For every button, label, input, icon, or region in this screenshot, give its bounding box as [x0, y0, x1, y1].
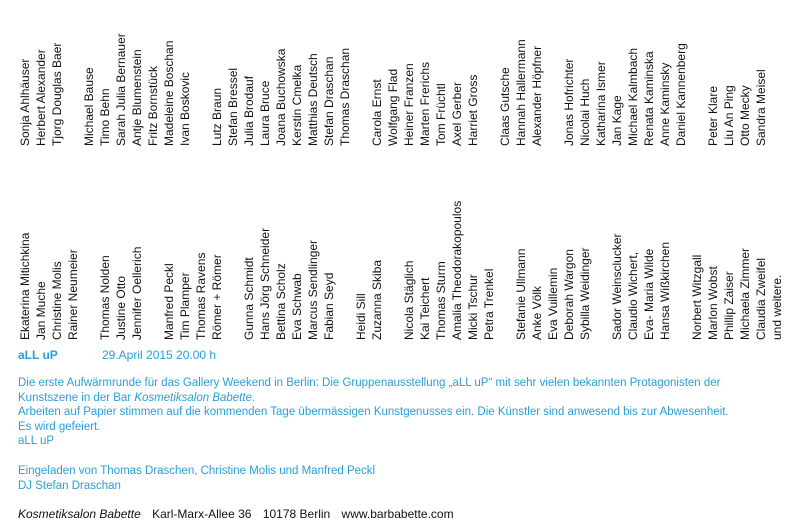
artist-name-column [658, 10, 673, 146]
artist-name: Heidi Sill [354, 293, 368, 340]
event-description [18, 376, 778, 449]
artist-name: Petra Trenkel [482, 268, 496, 340]
artist-name-column [322, 152, 337, 340]
artist-name: Lutz Braun [210, 87, 224, 146]
artist-name: Zuzanna Skiba [370, 259, 384, 340]
artist-name-column [658, 152, 673, 340]
artist-name-column [242, 10, 257, 146]
artist-name: Eva Vuillemin [546, 267, 560, 340]
artist-name-column [274, 10, 289, 146]
artist-name: Jennifer Oellerich [130, 246, 144, 340]
artist-name-column [306, 10, 321, 146]
artist-name-column [66, 152, 81, 340]
artist-name: Micki Tschur [466, 274, 480, 340]
artist-name-column [98, 10, 113, 146]
artist-name-column [450, 10, 465, 146]
artist-name: Laura Bruce [258, 80, 272, 146]
artist-name-column [82, 10, 97, 146]
artist-name-column [626, 152, 641, 340]
artist-name: Eva Schwab [290, 273, 304, 340]
footer-venue: Kosmetiksalon Babette [18, 507, 141, 521]
footer-city: 10178 Berlin [262, 507, 331, 521]
artist-name: Timo Behn [98, 88, 112, 146]
artist-name-column [114, 152, 129, 340]
artist-name: Katharina Ismer [594, 61, 608, 146]
description-text: Die erste Aufwärmrunde für das Gallery Weekend in Berlin: Die Gruppenausstellung „aLL uP“ mit sehr vielen bekannten Protagonisten der Kunstszene in der Bar [18, 377, 721, 404]
artist-name-column [562, 152, 577, 340]
artist-name: Matthias Deutsch [306, 53, 320, 146]
artist-name: Norbert Witzgall [690, 254, 704, 340]
artist-name-column [402, 10, 417, 146]
artist-name-column [210, 152, 225, 340]
artist-name: Christine Molis [50, 261, 64, 340]
description-line-3: Es wird gefeiert. [18, 420, 101, 433]
artist-name: Claudio Wichert, [626, 251, 640, 340]
artist-name: Bettina Scholz [274, 263, 288, 340]
artist-name: Sarah Julia Bernauer [114, 33, 128, 146]
artist-name: Justine Otto [114, 275, 128, 340]
artist-name: Gunna Schmidt [242, 257, 256, 340]
dj-credit: DJ Stefan Draschan [18, 479, 121, 492]
artist-name-column [18, 10, 33, 146]
artist-name-column [434, 10, 449, 146]
footer-website-link[interactable]: www.barbabette.com [341, 507, 454, 521]
artist-name-column [34, 10, 49, 146]
artist-name: Michaela Zimmer [738, 247, 752, 340]
artist-name-column [178, 10, 193, 146]
artist-name: Phillip Zaiser [722, 271, 736, 340]
artist-name: Carola Ernst [370, 79, 384, 146]
artist-name: Madeleine Boschan [162, 40, 176, 146]
artist-name: Tjorg Douglas Baer [50, 42, 64, 146]
artist-name: Nicolai Huch [578, 78, 592, 146]
artist-name-column [114, 10, 129, 146]
artist-name-column [258, 10, 273, 146]
artist-name-column [338, 10, 353, 146]
artist-name: Römer + Römer [210, 254, 224, 340]
artist-name: Amalia Theodorakopoulos [450, 200, 464, 340]
artist-name: Sador Weinsclucker [610, 233, 624, 340]
artist-name-column [498, 10, 513, 146]
artist-name: Fabian Seyd [322, 272, 336, 340]
artist-name-column [50, 10, 65, 146]
artist-name: Jan Kage [610, 95, 624, 146]
artist-name-column [530, 152, 545, 340]
artist-name-column [642, 10, 657, 146]
artist-name: Peter Klare [706, 85, 720, 146]
artist-name: Stefan Bressel [226, 67, 240, 146]
artist-name: Heiner Franzen [402, 63, 416, 146]
artist-name: Otto Mecky [738, 85, 752, 146]
artist-name-column [178, 152, 193, 340]
artist-name: Julia Brodauf [242, 75, 256, 146]
artist-name-column [130, 10, 145, 146]
artist-name: Jan Muche [34, 281, 48, 340]
artist-name: Ekaterina Mitichkina [18, 232, 32, 340]
artist-name: Thomas Ravens [194, 252, 208, 340]
artist-name: Thomas Draschan [338, 47, 352, 146]
artist-name-column [434, 152, 449, 340]
artist-name: Manfred Peckl [162, 263, 176, 340]
artist-name: Nicola Stäglich [402, 260, 416, 340]
artist-name: Marlon Wobst [706, 266, 720, 340]
artist-name-column [290, 152, 305, 340]
artist-name: Marten Frerichs [418, 61, 432, 146]
artist-name-column [242, 152, 257, 340]
artist-name: Tom Früchtl [434, 83, 448, 146]
artist-name-column [146, 10, 161, 146]
artist-name: Sybilla Weidinger [578, 247, 592, 340]
artist-name-column [738, 10, 753, 146]
artist-name-column [450, 152, 465, 340]
artist-name: Eva- Maria Wilde [642, 248, 656, 340]
artist-name: Thomas Sturm [434, 261, 448, 340]
artist-name-column [722, 10, 737, 146]
artist-name-column [226, 10, 241, 146]
artist-name-column [50, 152, 65, 340]
artist-name-column [162, 10, 177, 146]
artist-name-column [530, 10, 545, 146]
artist-name-column [34, 152, 49, 340]
artist-name: Sandra Meisel [754, 69, 768, 146]
artist-name-column [386, 10, 401, 146]
invited-by: Eingeladen von Thomas Draschen, Christine Molis und Manfred Peckl [18, 465, 376, 477]
invitation-block [18, 464, 718, 493]
artist-name: Hannah Hallermann [514, 39, 528, 146]
artist-name: Stefanie Ullmann [514, 248, 528, 340]
artist-name: Ivan Boskovic [178, 71, 192, 146]
artist-name-column [706, 10, 721, 146]
artist-name-column [354, 152, 369, 340]
artist-name: Claudia Zweifel [754, 257, 768, 340]
footer-street: Karl-Marx-Allee 36 [152, 507, 252, 521]
description-line-4: aLL uP [18, 435, 55, 447]
footer-address [18, 507, 462, 521]
artist-name: Harriet Gross [466, 74, 480, 146]
artist-name: Anne Kaminsky [658, 62, 672, 146]
artist-name-column [674, 10, 689, 146]
artist-name-column [466, 10, 481, 146]
artist-name: Sonja Ahlhäuser [18, 58, 32, 146]
artist-name: Stefan Draschan [322, 56, 336, 146]
artist-name-column [626, 10, 641, 146]
artist-name-column [210, 10, 225, 146]
artist-name-column [690, 152, 705, 340]
description-line-2: Arbeiten auf Papier stimmen auf die kommenden Tage übermässigen Kunstgenusses ein. Die Künstler sind anwesend bis zur Abwesenheit. [18, 406, 729, 418]
artist-name-column [754, 10, 769, 146]
description-line-1 [18, 376, 778, 405]
artist-name-column [274, 152, 289, 340]
artist-name-column [130, 152, 145, 340]
artist-name-column [610, 10, 625, 146]
artist-name-column [578, 10, 593, 146]
artist-name: Anke Völk [530, 285, 544, 340]
artist-name-column [770, 152, 785, 340]
artist-name: und weitere. [770, 274, 784, 340]
artist-name: Kerstin Cmelka [290, 64, 304, 146]
artist-name-column [306, 152, 321, 340]
artist-name-column [738, 152, 753, 340]
artist-name-column [610, 152, 625, 340]
artist-name: Deborah Wargon [562, 249, 576, 340]
artist-name: Rainer Neumeier [66, 249, 80, 340]
artist-name-column [18, 152, 33, 340]
artist-name-column [482, 152, 497, 340]
artist-name-column [578, 152, 593, 340]
artist-name-column [194, 152, 209, 340]
artist-name: Liu An Ping [722, 85, 736, 146]
artist-name-column [162, 152, 177, 340]
artist-name: Thomas Nolden [98, 255, 112, 340]
description-venue: Kosmetiksalon Babette [134, 391, 252, 404]
description-period: . [251, 391, 256, 404]
event-name: aLL uP [18, 348, 58, 362]
artist-name: Alexander Höpfner [530, 45, 544, 146]
artist-name-column [514, 152, 529, 340]
artist-name: Fritz Bornstück [146, 65, 160, 146]
artist-name: Daniel Kannenberg [674, 43, 688, 146]
artist-name: Renata Kaminska [642, 51, 656, 146]
artist-name: Marcus Sendlinger [306, 239, 320, 340]
artist-name: Joana Buchowska [274, 48, 288, 146]
artist-name-column [322, 10, 337, 146]
artist-name: Tim Plamper [178, 272, 192, 340]
event-title-line [18, 348, 217, 363]
artist-name-column [402, 152, 417, 340]
artist-name-column [418, 10, 433, 146]
artist-name-column [706, 152, 721, 340]
artist-name-column [754, 152, 769, 340]
artist-name-column [370, 152, 385, 340]
artist-name: Kai Teichert [418, 277, 432, 340]
artist-name: Antje Blumenstein [130, 49, 144, 146]
artist-name: Wolfgang Flad [386, 68, 400, 146]
artist-name-column [642, 152, 657, 340]
artist-name: Axel Gerber [450, 81, 464, 146]
artist-name-column [418, 152, 433, 340]
event-date: 29.April 2015 20.00 h [102, 348, 217, 362]
artist-name-column [466, 152, 481, 340]
artist-name-column [514, 10, 529, 146]
artist-name: Herbert Alexander [34, 49, 48, 146]
artist-name: Michael Bause [82, 67, 96, 146]
artist-name: Hansa Wißkirchen [658, 241, 672, 340]
artist-name-column [370, 10, 385, 146]
artist-name-column [546, 152, 561, 340]
artist-name-column [98, 152, 113, 340]
artist-name: Claas Gutsche [498, 67, 512, 146]
artist-name-column [562, 10, 577, 146]
artist-name: Hans Jörg Schneider [258, 227, 272, 340]
artist-name-column [594, 10, 609, 146]
artist-name: Michael Kalmbach [626, 47, 640, 146]
artist-name-column [290, 10, 305, 146]
artist-name-column [722, 152, 737, 340]
artist-name-column [258, 152, 273, 340]
artist-name: Jonas Hofrichter [562, 58, 576, 146]
